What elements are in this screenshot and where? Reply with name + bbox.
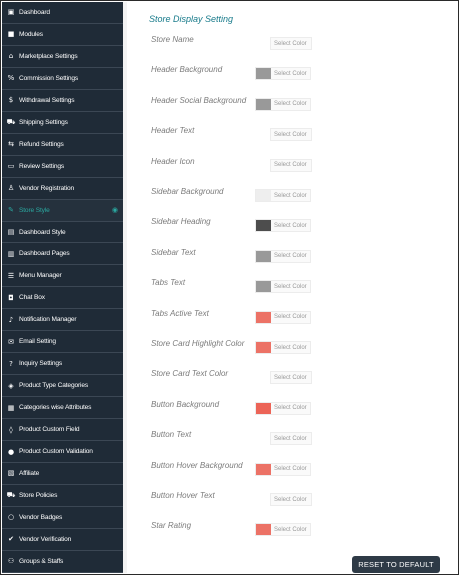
sidebar-item-label: Store Policies (19, 491, 58, 499)
color-picker[interactable] (255, 341, 311, 354)
sidebar-item-label: Vendor Verification (19, 535, 72, 543)
select-color-label: Select Color (274, 162, 307, 169)
color-swatch (256, 312, 271, 323)
color-swatch (256, 68, 271, 79)
setting-label: Header Background (151, 65, 223, 75)
list-icon: ▦ (7, 403, 15, 412)
color-swatch (256, 342, 271, 353)
pages-icon: ▥ (7, 249, 15, 258)
setting-label: Header Text (151, 126, 195, 136)
store-icon: ⛟ (6, 490, 16, 499)
sidebar-item-label: Dashboard Pages (19, 250, 70, 258)
sidebar-item-label: Marketplace Settings (19, 52, 78, 60)
sidebar-item-label: Affiliate (19, 469, 40, 477)
sidebar-item-label: Dashboard Style (19, 228, 66, 236)
color-picker[interactable] (270, 371, 312, 384)
color-picker[interactable] (255, 189, 311, 202)
verify-icon: ✔ (8, 535, 14, 544)
check-circle-icon: ● (7, 447, 15, 456)
select-color-label: Select Color (274, 405, 307, 412)
sidebar-item-label: Shipping Settings (19, 118, 68, 126)
select-color-label: Select Color (274, 222, 307, 229)
color-picker[interactable] (255, 219, 311, 232)
sidebar-item-product-custom-validation[interactable] (2, 441, 123, 463)
select-color-label: Select Color (274, 435, 307, 442)
select-color-label: Select Color (274, 374, 307, 381)
sidebar-item-review-settings[interactable] (2, 156, 123, 178)
menu-icon: ☰ (7, 271, 15, 280)
color-swatch (256, 99, 271, 110)
sidebar (2, 2, 123, 573)
color-swatch (256, 403, 271, 414)
sidebar-item-label: Email Setting (19, 338, 56, 346)
select-color-label: Select Color (274, 70, 307, 77)
setting-label: Store Name (151, 35, 194, 44)
store-display-settings-panel (127, 2, 457, 573)
color-swatch (256, 281, 271, 292)
sidebar-item-label: Modules (19, 30, 43, 38)
sidebar-item-label: Vendor Badges (19, 513, 63, 521)
color-swatch (256, 251, 271, 262)
sidebar-item-label: Categories wise Attributes (19, 404, 92, 412)
select-color-label: Select Color (274, 344, 307, 351)
setting-label: Star Rating (151, 521, 192, 531)
select-color-label: Select Color (274, 253, 307, 260)
home-icon: ⌂ (8, 52, 14, 61)
select-color-label: Select Color (274, 40, 307, 47)
sidebar-item-notification-manager[interactable] (2, 309, 123, 331)
sidebar-item-label: Notification Manager (19, 316, 77, 324)
setting-label: Sidebar Heading (151, 217, 211, 227)
sidebar-item-label: Groups & Staffs (19, 557, 64, 565)
setting-label: Tabs Active Text (151, 308, 209, 318)
setting-label: Header Social Background (151, 95, 247, 105)
sidebar-item-vendor-verification[interactable] (2, 529, 123, 551)
refund-icon: ⇆ (8, 140, 14, 149)
sidebar-item-affiliate[interactable] (2, 463, 123, 485)
sidebar-item-label: Product Custom Field (19, 426, 80, 434)
sidebar-item-label: Store Style (19, 206, 50, 214)
dollar-icon: $ (8, 96, 14, 105)
section-heading: Store Display Setting (149, 14, 234, 24)
color-picker[interactable] (255, 311, 311, 324)
affiliate-icon: ▧ (7, 469, 15, 478)
select-color-label: Select Color (274, 466, 307, 473)
active-indicator-icon: ◉ (111, 205, 118, 214)
sidebar-item-label: Dashboard (19, 8, 50, 16)
reset-to-default-button[interactable]: RESET TO DEFAULT (352, 556, 440, 573)
sidebar-item-categories-wise-attributes[interactable] (2, 397, 123, 419)
sidebar-item-dashboard-style[interactable] (2, 222, 123, 244)
select-color-label: Select Color (274, 131, 307, 138)
color-swatch (256, 464, 271, 475)
sidebar-item-inquiry-settings[interactable] (2, 353, 123, 375)
select-color-label: Select Color (274, 101, 307, 108)
color-picker[interactable] (255, 280, 311, 293)
setting-label: Header Icon (151, 156, 195, 166)
sidebar-item-label: Vendor Registration (19, 184, 75, 192)
sidebar-item-product-type-categories[interactable] (2, 375, 123, 397)
badge-icon: ○ (7, 513, 15, 522)
sidebar-item-label: Menu Manager (19, 272, 62, 280)
color-picker[interactable] (255, 402, 311, 415)
color-picker[interactable] (270, 159, 312, 172)
palette-icon: ✎ (8, 206, 14, 215)
color-picker[interactable] (255, 250, 311, 263)
sidebar-item-modules[interactable] (2, 24, 123, 46)
color-swatch (256, 220, 271, 231)
color-picker[interactable] (270, 493, 312, 506)
setting-label: Button Hover Text (151, 491, 215, 500)
color-picker[interactable] (270, 37, 312, 50)
sidebar-item-dashboard[interactable] (2, 2, 123, 24)
question-icon: ? (9, 359, 13, 368)
truck-icon: ⛟ (6, 117, 16, 126)
color-picker[interactable] (255, 67, 311, 80)
select-color-label: Select Color (274, 314, 307, 321)
dashboard-icon: ▣ (7, 8, 15, 17)
sidebar-item-marketplace-settings[interactable] (2, 46, 123, 68)
sidebar-item-label: Review Settings (19, 162, 65, 170)
chat-icon: ◘ (8, 293, 14, 302)
select-color-label: Select Color (274, 283, 307, 290)
color-picker[interactable] (270, 128, 312, 141)
setting-label: Tabs Text (151, 278, 186, 288)
select-color-label: Select Color (274, 526, 307, 533)
setting-label: Sidebar Text (151, 247, 196, 257)
sidebar-item-email-setting[interactable] (2, 331, 123, 353)
sidebar-item-label: Withdrawal Settings (19, 96, 75, 104)
sidebar-item-vendor-registration[interactable] (2, 178, 123, 200)
review-icon: ▭ (7, 162, 15, 171)
sidebar-item-label: Chat Box (19, 294, 45, 302)
select-color-label: Select Color (274, 496, 307, 503)
sidebar-item-label: Inquiry Settings (19, 360, 63, 368)
user-icon: ♙ (7, 184, 15, 193)
color-picker[interactable] (255, 463, 311, 476)
sidebar-item-menu-manager[interactable] (2, 265, 123, 287)
sidebar-item-withdrawal-settings[interactable] (2, 90, 123, 112)
sidebar-item-label: Commission Settings (19, 74, 79, 82)
color-picker[interactable] (255, 98, 311, 111)
select-color-label: Select Color (274, 192, 307, 199)
setting-label: Button Text (151, 430, 192, 440)
tags-icon: ◈ (8, 381, 14, 390)
sidebar-item-vendor-badges[interactable] (2, 507, 123, 529)
modules-icon: ■ (7, 30, 15, 39)
dashboard-style-icon: ▤ (7, 228, 15, 236)
puzzle-icon: ◊ (9, 425, 13, 434)
bell-icon: ♪ (8, 315, 14, 324)
color-swatch (256, 524, 271, 535)
sidebar-item-store-policies[interactable] (2, 485, 123, 507)
color-picker[interactable] (255, 523, 311, 536)
sidebar-item-groups-staffs[interactable] (2, 551, 123, 573)
sidebar-item-dashboard-pages[interactable] (2, 243, 123, 265)
sidebar-item-chat-box[interactable] (2, 287, 123, 309)
color-picker[interactable] (270, 432, 312, 445)
sidebar-item-label: Product Custom Validation (19, 448, 93, 456)
sidebar-item-label: Product Type Categories (19, 382, 89, 390)
envelope-icon: ✉ (8, 337, 14, 346)
color-swatch (256, 190, 271, 201)
setting-label: Button Background (151, 399, 220, 409)
percent-icon: % (7, 74, 15, 83)
setting-label: Sidebar Background (151, 187, 224, 196)
setting-label: Button Hover Background (151, 460, 243, 470)
sidebar-item-refund-settings[interactable] (2, 134, 123, 156)
sidebar-item-shipping-settings[interactable] (2, 112, 123, 134)
groups-icon: ⚇ (7, 557, 15, 566)
sidebar-item-product-custom-field[interactable] (2, 419, 123, 441)
sidebar-item-store-style[interactable] (2, 200, 123, 222)
sidebar-item-commission-settings[interactable] (2, 68, 123, 90)
setting-label: Store Card Highlight Color (151, 339, 245, 348)
sidebar-item-label: Refund Settings (19, 140, 64, 148)
setting-label: Store Card Text Color (151, 369, 229, 379)
